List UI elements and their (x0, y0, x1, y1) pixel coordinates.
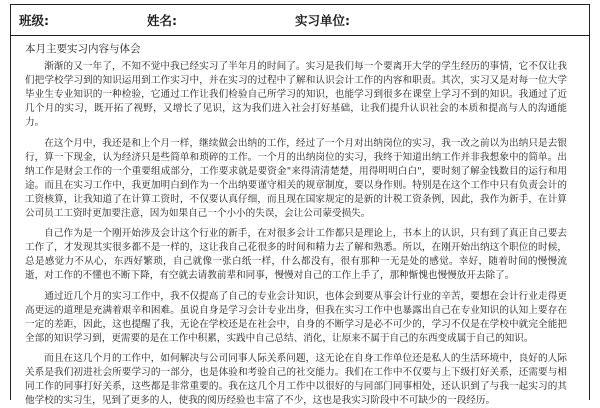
section-title: 本月主要实习内容与体会 (25, 43, 141, 55)
name-label: 姓名: (147, 13, 177, 28)
paragraph: 而且在这几个月的工作中，如何解决与公司同事人际关系问题，这无论在自身工作单位还是私人的生活环境中，良好的人际关系是我们初进社会所要学习的一部分，也是体验和考验自己的社交能力。我们在工作中不仅要与上下级打好关系，还需要与相同工作的同事打好关系，这些都是非常重要的。我在这几个月工作中以很好的与同部门同事相处，还认识到了与我一起实习的其他学校的实习生，见到了更多的人，使我的阅历经验也丰富了不少，这也是我实习阶段中不可缺少的一段经历。 (25, 352, 567, 407)
paragraph: 自己作为是一个刚开始涉及会计这个行业的新手，在对很多会计工作都只是理论上，书本上的认识，只有到了真正自己要去工作了，才发现其实很多都不是一样的，这让我自己花很多的时间和精力去了解和熟悉。所以，在刚开始出纳这个职位的时候，总是感觉力不从心，东西好繁琐，自己就像一张白纸一样，什么都没有，很有那种一无是处的感觉。幸好，随着时间的慢慢流逝，对工作的不懂也不断下降，有空就去请教前辈和同事，慢慢对自己的工作上手了，那种惭愧也慢慢放开去除了。 (25, 228, 567, 282)
internship-unit-label: 实习单位: (295, 13, 350, 28)
paragraph: 通过近几个月的实习工作中，我不仅提高了自己的专业会计知识，也体会到要从事会计行业的辛苦，要想在会计行业走得更高更远的道理是充满着艰辛和困难。虽说自身是学习会计专业出身，但我在实习工作中也暴露出自己在专业知识的认知上要存在一定的差距，因此，这也提醒了我，无论在学校还是在社会中，自身的不断学习是必不可少的，学习不仅是在学校中就完全能把全部的知识学习到，更需要的是在工作中积累，实践中自己总结、消化，让原来不属于自己的东西变成属于自己的知识。 (25, 290, 567, 344)
internship-record-form (10, 4, 590, 407)
content-area (11, 36, 589, 408)
paragraph: 在这个月中，我还是和上个月一样，继续做会出纳的工作，经过了一个月对出纳岗位的实习，我一改之前以为出纳只是去银行，算一下现金，认为经济只是些简单和琐碎的工作。一个月的出纳岗位的实习，我终于知道出纳工作并非我想象中的简单。出纳工作是财会工作的一个重要组成部分，工作要求就是要资金"来得清清楚楚，用得明明白白"，要时刻了解金钱数目的运行和用途。而且在实习工作中，我更加明白到作为一个出纳要谨守相关的规章制度，要以身作则。特别是在这个工作中只有负责会计的工资核算，让我知道了在计算工资时，不仅要认真仔细，而且现在国家规定的是新的计税工资条例，因此，我作为新手，在计算公司员工工资时更加要注意，因为如果自己一个小小的失误，会让公司蒙受损失。 (25, 137, 567, 220)
form-header-row (11, 5, 589, 36)
paragraph: 渐渐的又一年了，不知不觉中我已经实习了半年月的时间了。实习是我们每一个要离开大学的学生经历的事情，它不仅让我们把学校学习到的知识运用到工作实习中，并在实习的过程中了解和认识会计工作的内容和职责。其次，实习又是对每一位大学毕业生专业知识的一种检验，它通过工作让我们检验自己所学习的知识，也能学习到很多在课堂上学习不到的知识。我通过了近几个月的实习，既开拓了视野，又增长了见识，这为我们进入社会打好基础，让我们提升认识社会的本质和提高与人的沟通能力。 (25, 61, 567, 129)
class-label: 班级: (19, 13, 49, 28)
